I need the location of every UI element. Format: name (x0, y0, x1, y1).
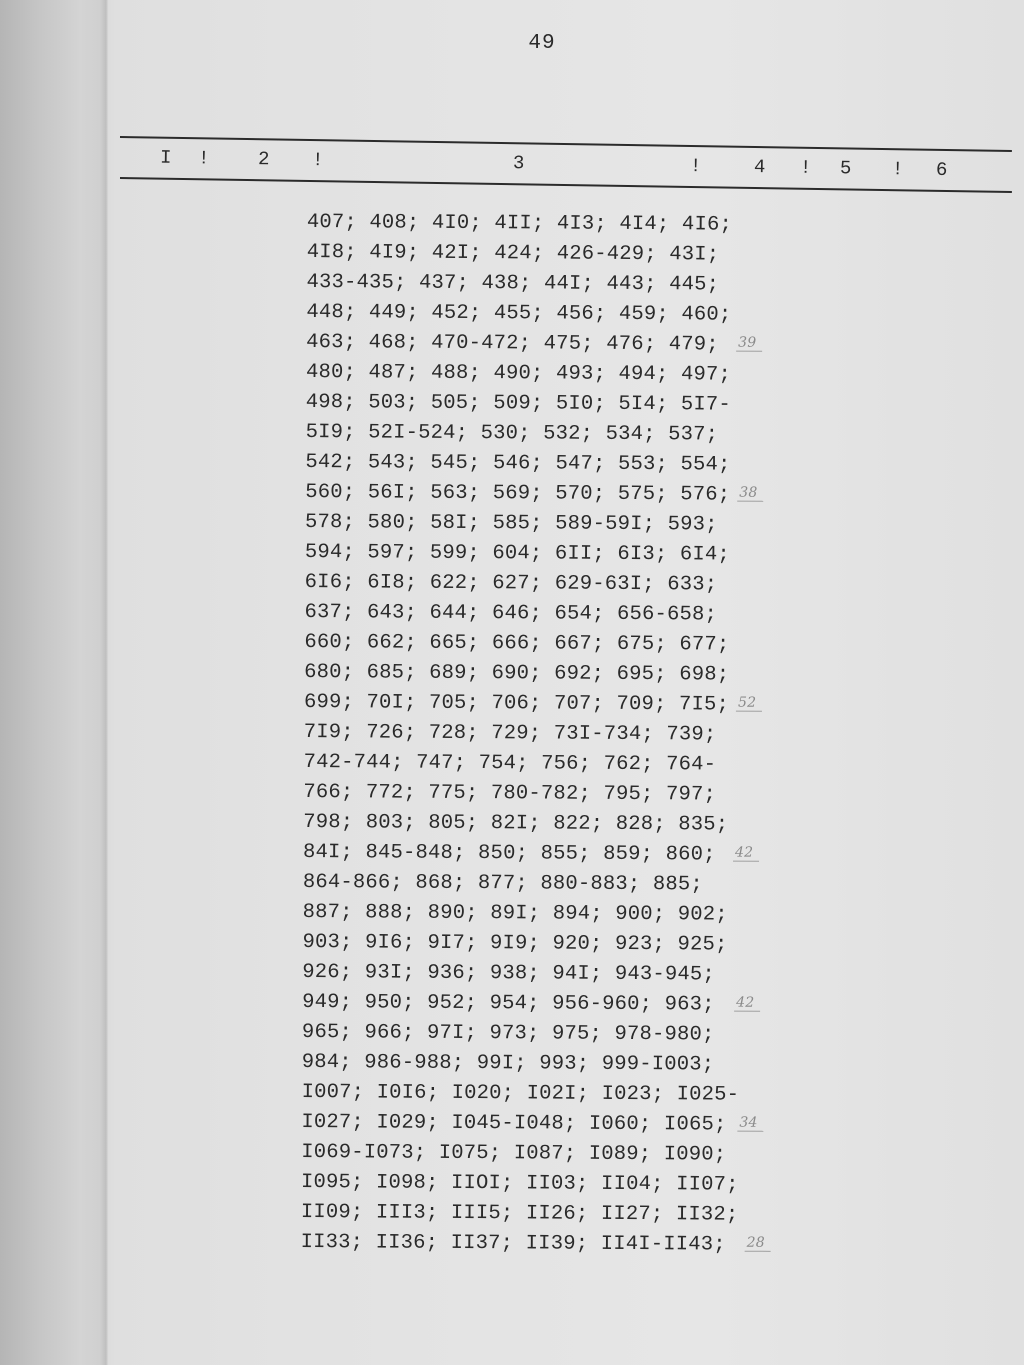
page-number: 49 (528, 32, 556, 55)
entry-line (301, 1138, 821, 1171)
entry-text: 766; 772; 775; 780-782; 795; 797; (303, 780, 717, 807)
entry-line (301, 1228, 821, 1261)
entry-text: 542; 543; 545; 546; 547; 553; 554; (305, 450, 731, 477)
entry-text: I069-I073; I075; I087; I089; I090; (301, 1140, 727, 1167)
entry-text: 5I9; 52I-524; 530; 532; 534; 537; (305, 420, 719, 447)
entry-text: 480; 487; 488; 490; 493; 494; 497; (305, 360, 732, 387)
entry-text: 594; 597; 599; 604; 6II; 6I3; 6I4; (304, 540, 731, 567)
handwritten-note: 42 (734, 995, 760, 1012)
entry-text: I027; I029; I045-I048; I060; I065; (301, 1110, 727, 1137)
entry-line (307, 208, 827, 241)
entry-text: 680; 685; 689; 690; 692; 695; 698; (304, 660, 730, 687)
handwritten-note: 52 (736, 695, 762, 712)
entry-line (306, 388, 826, 421)
entry-text: 433-435; 437; 438; 44I; 443; 445; (306, 270, 720, 297)
entry-text: 887; 888; 890; 89I; 894; 900; 902; (302, 900, 728, 927)
entry-line (306, 418, 826, 451)
header-col-1: I (159, 146, 172, 169)
header-col-4: 4 (753, 155, 766, 179)
handwritten-note: 39 (736, 335, 762, 352)
handwritten-note: 42 (733, 845, 759, 862)
entry-text: 463; 468; 470-472; 475; 476; 479; (306, 330, 719, 357)
entry-text: I095; I098; IIOI; II03; II04; II07; (300, 1170, 739, 1197)
entry-text: 6I6; 6I8; 622; 627; 629-63I; 633; (304, 570, 718, 597)
entry-text: II33; II36; II37; II39; II4I-II43; (300, 1230, 726, 1257)
entry-line (306, 358, 826, 391)
entry-line (303, 898, 823, 931)
entry-text: I007; I0I6; I020; I02I; I023; I025- (301, 1080, 740, 1107)
entry-text: 798; 803; 805; 82I; 822; 828; 835; (303, 810, 729, 837)
entry-line (303, 778, 823, 811)
header-separator: ! (689, 154, 702, 178)
entry-text: II09; III3; III5; II26; II27; II32; (300, 1200, 739, 1227)
facing-page-edge (0, 0, 108, 1365)
entry-line (304, 748, 824, 781)
entry-text: 7I9; 726; 728; 729; 73I-734; 739; (303, 720, 717, 747)
entry-line (302, 1018, 822, 1051)
handwritten-note: 34 (737, 1115, 763, 1132)
entry-text: 949; 950; 952; 954; 956-960; 963; (302, 990, 715, 1017)
entry-text: 578; 580; 58I; 585; 589-59I; 593; (305, 510, 718, 537)
entry-text: 84I; 845-848; 850; 855; 859; 860; (302, 840, 716, 867)
entry-line (305, 478, 825, 511)
entry-text: 984; 986-988; 99I; 993; 999-I003; (301, 1050, 715, 1077)
handwritten-note: 38 (737, 485, 763, 502)
entry-line (306, 298, 826, 331)
entry-line (304, 688, 824, 721)
entry-line (305, 448, 825, 481)
header-separator: ! (799, 156, 812, 179)
entry-text: 407; 408; 4I0; 4II; 4I3; 4I4; 4I6; (306, 210, 733, 237)
entry-line (303, 838, 823, 871)
entry-text: 926; 93I; 936; 938; 94I; 943-945; (302, 960, 715, 987)
header-col-6: 6 (935, 158, 948, 181)
header-separator: ! (197, 147, 210, 170)
entry-line (302, 1048, 822, 1081)
entry-line (307, 238, 827, 271)
entry-line (301, 1108, 821, 1141)
entry-line (304, 598, 824, 631)
entry-line (301, 1198, 821, 1231)
entry-line (305, 568, 825, 601)
handwritten-note: 28 (745, 1235, 771, 1252)
entry-line (302, 958, 822, 991)
entry-line (305, 538, 825, 571)
entry-text: 965; 966; 97I; 973; 975; 978-980; (301, 1020, 715, 1047)
header-col-2: 2 (257, 148, 270, 171)
entry-text: 498; 503; 505; 509; 5I0; 5I4; 5I7- (305, 390, 731, 417)
header-separator: ! (891, 158, 904, 181)
entry-text: 699; 70I; 705; 706; 707; 709; 7I5; (303, 690, 730, 717)
entry-line (301, 1168, 821, 1201)
entry-text: 560; 56I; 563; 569; 570; 575; 576; (305, 480, 731, 507)
entry-line (304, 658, 824, 691)
entry-text: 660; 662; 665; 666; 667; 675; 677; (304, 630, 730, 657)
header-col-5: 5 (839, 157, 852, 180)
entry-line (303, 868, 823, 901)
entry-text: 448; 449; 452; 455; 456; 459; 460; (306, 300, 732, 327)
entry-line (306, 268, 826, 301)
entry-text: 4I8; 4I9; 42I; 424; 426-429; 43I; (306, 240, 720, 267)
entry-line (303, 808, 823, 841)
entry-line (304, 718, 824, 751)
entry-text: 864-866; 868; 877; 880-883; 885; (302, 870, 704, 897)
entry-line (302, 1078, 822, 1111)
entry-text: 742-744; 747; 754; 756; 762; 764- (303, 750, 717, 777)
header-col-3: 3 (512, 152, 525, 175)
entry-text: 903; 9I6; 9I7; 9I9; 920; 923; 925; (302, 930, 728, 957)
entry-line (302, 988, 822, 1021)
entry-list (301, 208, 827, 1261)
entry-line (304, 628, 824, 661)
header-separator: ! (311, 149, 324, 172)
entry-line (302, 928, 822, 961)
entry-text: 637; 643; 644; 646; 654; 656-658; (304, 600, 718, 627)
entry-line (306, 328, 826, 361)
entry-line (305, 508, 825, 541)
